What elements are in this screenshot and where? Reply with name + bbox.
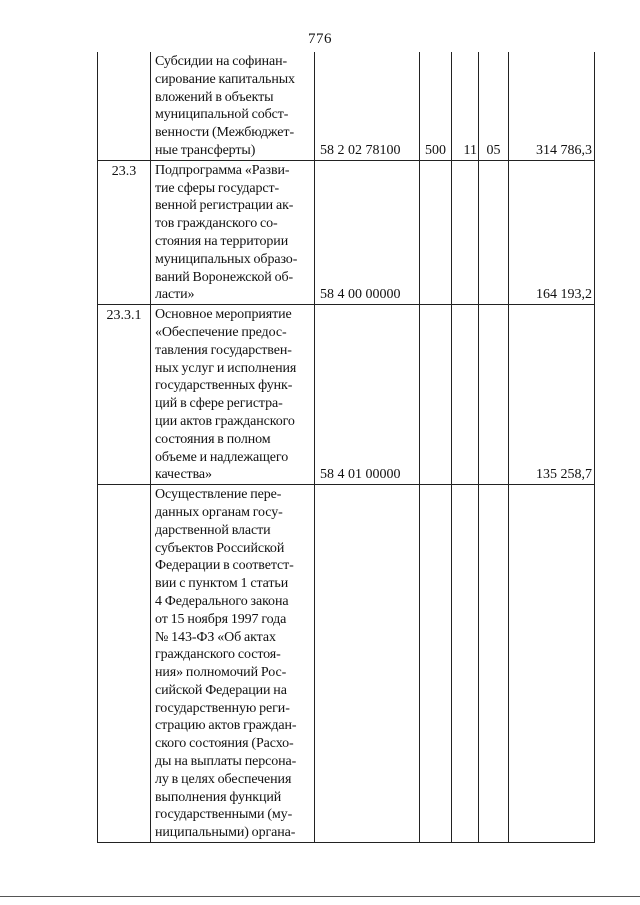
subsection-code — [479, 160, 509, 304]
section-code — [452, 305, 479, 485]
amount: 135 258,7 — [509, 305, 595, 485]
expense-type-code: 500 — [420, 52, 452, 160]
name-line: вложений в объекты — [155, 89, 274, 105]
name-line: ласти» — [155, 287, 195, 303]
name-line: состояния в полном — [155, 431, 271, 447]
section-code — [452, 160, 479, 304]
subsection-code: 05 — [479, 52, 509, 160]
name-line: Подпрограмма «Разви- — [155, 162, 290, 178]
name-line: тие сферы государст- — [155, 180, 280, 196]
subsection-code — [479, 485, 509, 843]
name-line: Субсидии на софинан- — [155, 54, 288, 69]
name-line: страцию актов граждан- — [155, 718, 297, 734]
row-number — [98, 485, 151, 843]
name-line: вии с пунктом 1 статьи — [155, 576, 289, 592]
page-number: 776 — [308, 31, 332, 47]
target-article-code: 58 4 00 00000 — [315, 160, 420, 304]
name-line: муниципальных образо- — [155, 251, 298, 267]
name-line: № 143-ФЗ «Об актах — [155, 629, 276, 645]
budget-table — [97, 52, 595, 843]
expense-name — [151, 485, 315, 843]
name-line: ского состояния (Расхо- — [155, 736, 294, 752]
name-line: объеме и надлежащего — [155, 449, 289, 465]
amount: 164 193,2 — [509, 160, 595, 304]
expense-name — [151, 160, 315, 304]
name-line: сийской Федерации на — [155, 682, 287, 698]
row-number: 23.3 — [98, 160, 151, 304]
name-line: Федерации в соответст- — [155, 558, 294, 574]
amount — [509, 485, 595, 843]
name-line: ций в сфере регистра- — [155, 396, 283, 412]
name-line: ные трансферты) — [155, 142, 256, 158]
table-row — [98, 52, 595, 160]
table-row — [98, 160, 595, 304]
name-line: государственными (му- — [155, 807, 293, 823]
bottom-divider — [0, 896, 640, 897]
name-line: 4 Федерального закона — [155, 593, 289, 609]
table-row — [98, 485, 595, 843]
section-code: 11 — [452, 52, 479, 160]
name-line: государственных функ- — [155, 378, 293, 394]
name-line: субъектов Российской — [155, 540, 285, 556]
name-line: муниципальной собст- — [155, 107, 289, 123]
name-line: Основное мероприятие — [155, 307, 292, 323]
target-article-code: 58 2 02 78100 — [315, 52, 420, 160]
section-code — [452, 485, 479, 843]
expense-type-code — [420, 160, 452, 304]
name-line: дарственной власти — [155, 522, 271, 538]
expense-name — [151, 305, 315, 485]
name-line: выполнения функций — [155, 789, 282, 805]
name-line: лу в целях обеспечения — [155, 771, 292, 787]
name-line: гражданского состоя- — [155, 647, 281, 663]
amount: 314 786,3 — [509, 52, 595, 160]
name-line: Осуществление пере- — [155, 487, 282, 503]
table-row — [98, 305, 595, 485]
expense-name — [151, 52, 315, 160]
name-line: тавления государствен- — [155, 342, 292, 358]
name-line: стояния на территории — [155, 233, 289, 249]
name-line: ды на выплаты персона- — [155, 754, 297, 770]
subsection-code — [479, 305, 509, 485]
expense-type-code — [420, 485, 452, 843]
target-article-code — [315, 485, 420, 843]
name-line: тов гражданского со- — [155, 216, 278, 232]
row-number: 23.3.1 — [98, 305, 151, 485]
name-line: ции актов гражданского — [155, 413, 295, 429]
name-line: государственную реги- — [155, 700, 290, 716]
name-line: ниципальными) органа- — [155, 825, 296, 841]
name-line: от 15 ноября 1997 года — [155, 611, 287, 627]
name-line: данных органам госу- — [155, 504, 283, 520]
name-line: ваний Воронежской об- — [155, 269, 294, 285]
row-number — [98, 52, 151, 160]
name-line: венной регистрации ак- — [155, 198, 294, 214]
name-line: венности (Межбюджет- — [155, 125, 295, 141]
target-article-code: 58 4 01 00000 — [315, 305, 420, 485]
name-line: «Обеспечение предос- — [155, 324, 287, 340]
name-line: ных услуг и исполнения — [155, 360, 297, 376]
name-line: сирование капитальных — [155, 71, 295, 87]
expense-type-code — [420, 305, 452, 485]
name-line: ния» полномочий Рос- — [155, 665, 287, 681]
name-line: качества» — [155, 467, 212, 483]
